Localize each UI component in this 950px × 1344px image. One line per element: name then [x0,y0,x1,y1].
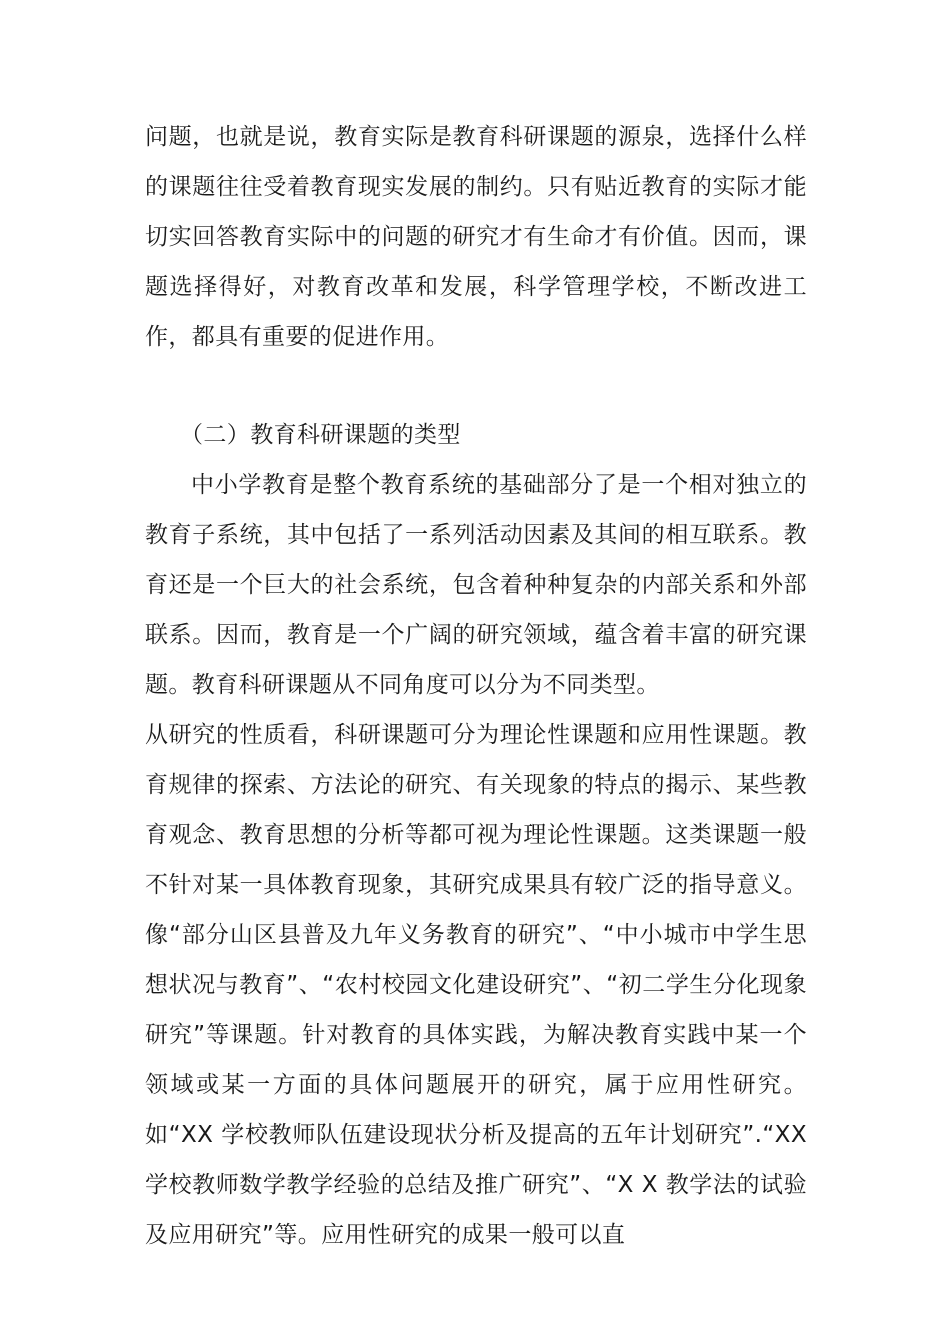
body-paragraph-3: 从研究的性质看，科研课题可分为理论性课题和应用性课题。教育规律的探索、方法论的研究、有关现象的特点的揭示、某些教育观念、教育思想的分析等都可视为理论性课题。这类课题一般不针对某一具体教育现象，其研究成果具有较广泛的指导意义。像“部分山区县普及九年义务教育的研究”、“中小城市中学生思想状况与教育”、“农村校园文化建设研究”、“初二学生分化现象研究”等课题。针对教育的具体实践，为解决教育实践中某一个领域或某一方面的具体问题展开的研究，属于应用性研究。如“XX 学校教师队伍建设现状分析及提高的五年计划研究”.“XX学校教师数学教学经验的总结及推广研究”、“X X 教学法的试验及应用研究”等。应用性研究的成果一般可以直 [145,722,807,1248]
section-heading: （二）教育科研课题的类型 [180,422,461,448]
body-paragraph-1: 问题，也就是说，教育实际是教育科研课题的源泉，选择什么样的课题往往受着教育现实发展的制约。只有贴近教育的实际才能切实回答教育实际中的问题的研究才有生命才有价值。因而，课题选择得好，对教育改革和发展，科学管理学校，不断改进工作，都具有重要的促进作用。 [145,124,807,350]
body-paragraph-2: 中小学教育是整个教育系统的基础部分了是一个相对独立的教育子系统，其中包括了一系列活动因素及其间的相互联系。教育还是一个巨大的社会系统，包含着种种复杂的内部关系和外部联系。因而，教育是一个广阔的研究领域，蕴含着丰富的研究课题。教育科研课题从不同角度可以分为不同类型。 [145,472,807,698]
